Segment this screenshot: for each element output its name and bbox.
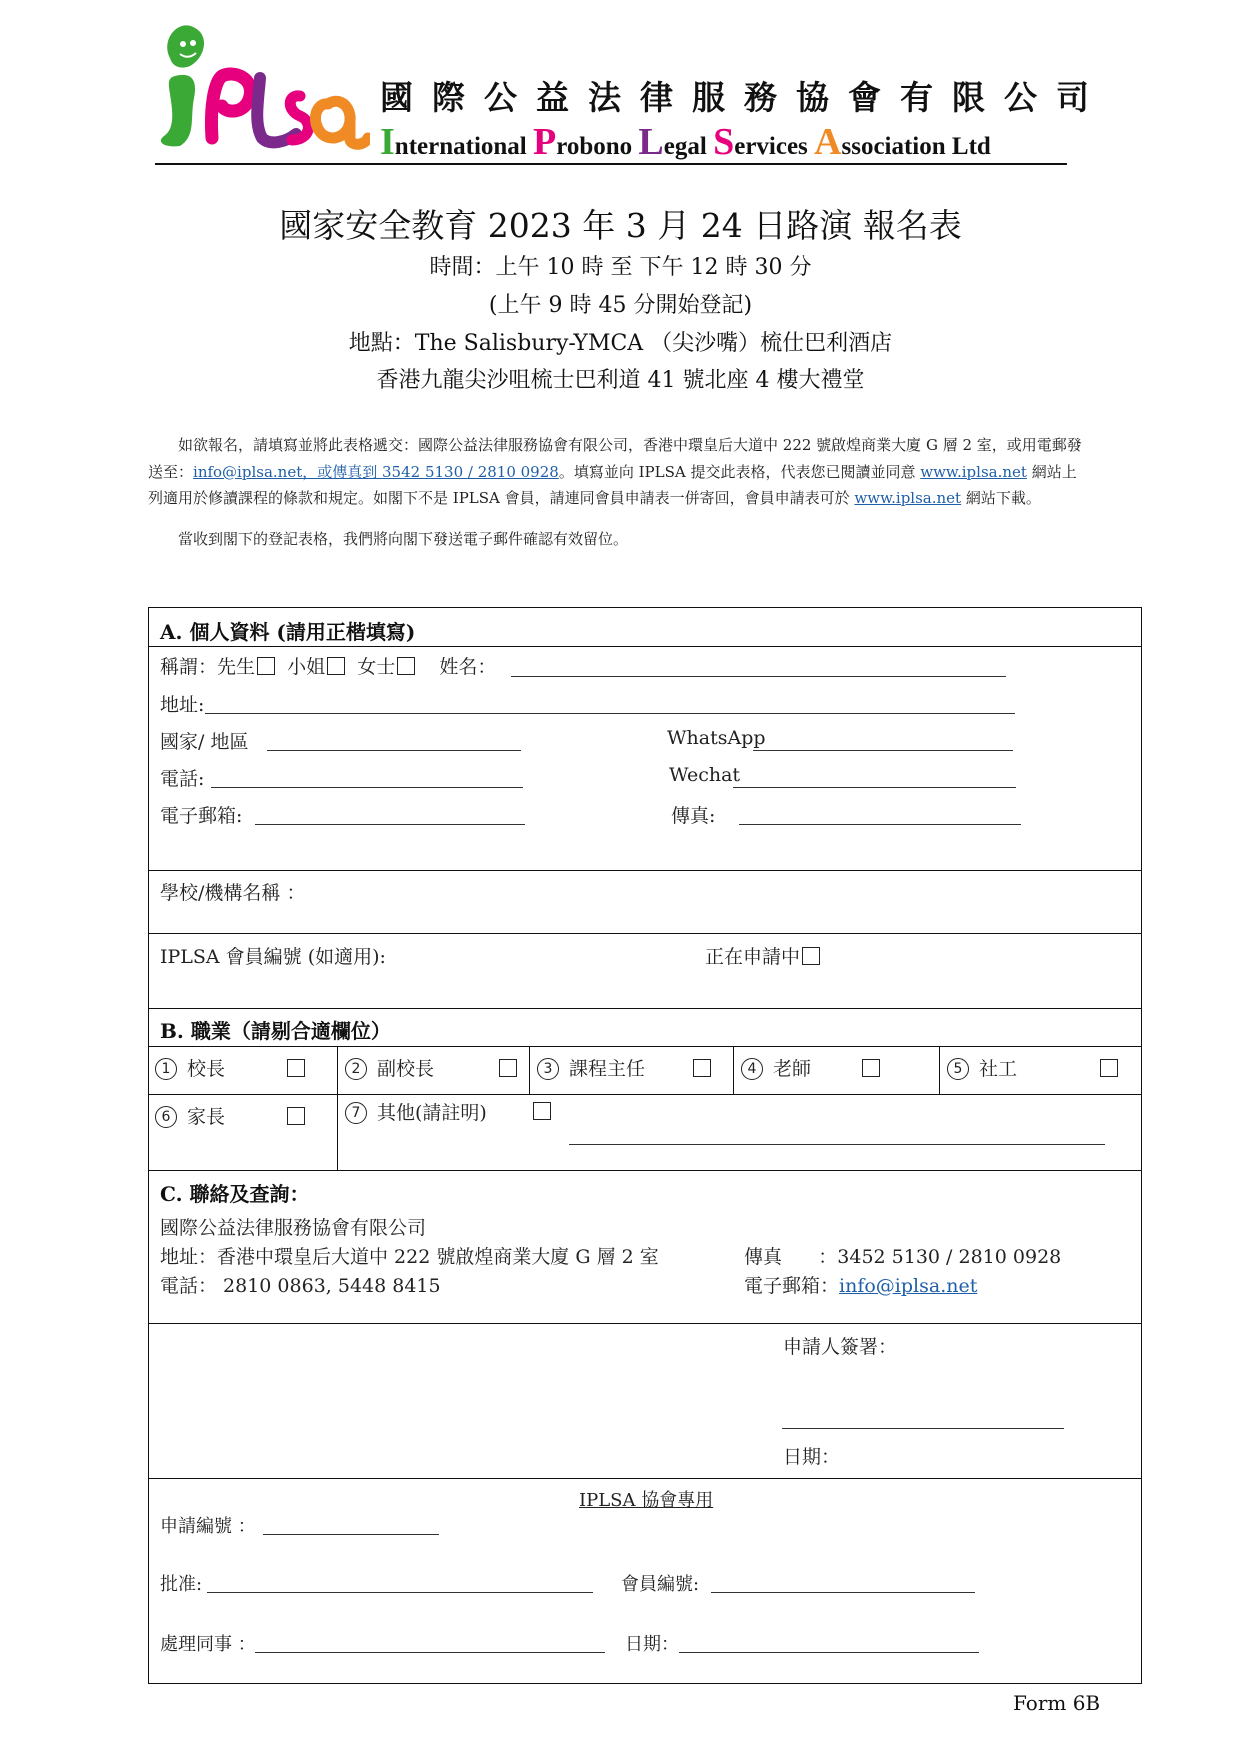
header-divider <box>155 163 1067 165</box>
logo-graphic <box>150 18 370 158</box>
event-title: 國家安全教育 2023 年 3 月 24 日路演 報名表 <box>279 206 962 245</box>
salutation-ms: 女士 <box>357 656 396 678</box>
option-label: 課程主任 <box>569 1058 646 1080</box>
org-name-capital: S <box>713 121 735 163</box>
office-date-label: 日期： <box>625 1634 679 1655</box>
member-no-label: IPLSA 會員編號 (如適用): <box>160 946 386 968</box>
contact-email-link[interactable]: info@iplsa.net <box>839 1275 978 1297</box>
occupation-parent <box>155 1102 225 1129</box>
org-name-word: ervices <box>734 133 815 160</box>
contact-email <box>744 1271 977 1298</box>
option-number: 2 <box>345 1058 367 1080</box>
salutation-mr: 先生 <box>217 656 256 678</box>
option-number: 7 <box>345 1102 367 1124</box>
option-number: 1 <box>155 1058 177 1080</box>
org-name-word: nternational <box>394 133 533 160</box>
contact-email-label: 電子郵箱： <box>744 1275 840 1297</box>
contact-phone: 電話： 2810 0863, 5448 8415 <box>160 1275 441 1297</box>
other-specify-field[interactable] <box>569 1144 1105 1145</box>
divider <box>337 1046 338 1170</box>
wechat-label: Wechat <box>669 764 741 786</box>
address-field[interactable] <box>205 713 1015 714</box>
org-name-word: robono <box>556 133 639 160</box>
iplsa-logo <box>150 18 370 158</box>
occupation-teacher <box>741 1054 811 1081</box>
approval-field[interactable] <box>207 1592 593 1593</box>
school-label: 學校/機構名稱 ： <box>160 882 306 904</box>
contact-address: 地址：香港中環皇后大道中 222 號啟煌商業大廈 G 層 2 室 <box>160 1246 659 1268</box>
member-no-office-field[interactable] <box>711 1592 975 1593</box>
signature-date-label: 日期： <box>783 1446 841 1468</box>
whatsapp-field[interactable] <box>753 750 1013 751</box>
other-checkbox[interactable] <box>533 1102 551 1120</box>
email-field[interactable] <box>255 824 525 825</box>
option-label: 其他(請註明) <box>377 1102 487 1124</box>
teacher-checkbox[interactable] <box>862 1059 880 1077</box>
whatsapp-label: WhatsApp <box>667 727 766 749</box>
mr-checkbox[interactable] <box>257 657 275 675</box>
option-number: 3 <box>537 1058 559 1080</box>
application-no-label: 申請編號 ： <box>160 1516 256 1537</box>
miss-checkbox[interactable] <box>327 657 345 675</box>
contact-fax-label: 傳真 <box>744 1246 783 1268</box>
intro-text-d: 網站下載。 <box>961 489 1041 507</box>
divider <box>149 646 1141 647</box>
salutation-label: 稱謂： <box>160 656 218 678</box>
applying-label: 正在申請中 <box>705 946 801 968</box>
signature-field[interactable] <box>782 1428 1064 1429</box>
contact-fax <box>744 1242 1061 1269</box>
ms-checkbox[interactable] <box>397 657 415 675</box>
option-number: 6 <box>155 1106 177 1128</box>
org-name-word: egal <box>663 133 714 160</box>
country-label: 國家/ 地區 <box>160 731 249 753</box>
name-field[interactable] <box>511 676 1006 677</box>
phone-field[interactable] <box>211 787 523 788</box>
occupation-vice-principal <box>345 1054 434 1081</box>
intro-text <box>148 432 1088 552</box>
approval-label: 批准: <box>160 1574 203 1595</box>
divider <box>149 1094 1141 1095</box>
divider <box>149 1170 1141 1171</box>
option-number: 4 <box>741 1058 763 1080</box>
contact-link[interactable]: info@iplsa.net，或傳真到 3542 5130 / 2810 0928 <box>193 462 559 481</box>
org-name-word: ssociation Ltd <box>841 133 991 160</box>
contact-fax-value: ：3452 5130 / 2810 0928 <box>818 1246 1062 1268</box>
section-b-heading: B. 職業（請剔合適欄位） <box>160 1019 391 1043</box>
divider <box>149 933 1141 934</box>
org-name-capital: A <box>814 121 842 163</box>
event-address: 香港九龍尖沙咀梳士巴利道 41 號北座 4 樓大禮堂 <box>376 368 865 393</box>
member-no-office-label: 會員編號: <box>621 1574 700 1595</box>
section-a-heading: A. 個人資料 (請用正楷填寫) <box>160 620 416 644</box>
org-name-zh: 國際公益法律服務協會有限公司 <box>380 78 1108 117</box>
org-name-en <box>380 120 991 164</box>
principal-checkbox[interactable] <box>287 1059 305 1077</box>
option-label: 副校長 <box>377 1058 435 1080</box>
vice-principal-checkbox[interactable] <box>499 1059 517 1077</box>
form-number: Form 6B <box>1013 1691 1101 1715</box>
handler-label: 處理同事 ： <box>160 1634 256 1655</box>
salutation-row <box>160 652 496 679</box>
occupation-other <box>345 1098 487 1125</box>
divider <box>149 1478 1141 1479</box>
org-name-capital: L <box>638 121 664 163</box>
intro-paragraph-2: 當收到閣下的登記表格，我們將向閣下發送電子郵件確認有效留位。 <box>178 529 629 548</box>
option-label: 家長 <box>187 1106 226 1128</box>
address-label: 地址: <box>160 694 205 716</box>
country-field[interactable] <box>267 750 521 751</box>
fax-label: 傳真: <box>671 805 716 827</box>
event-time: 時間：上午 10 時 至 下午 12 時 30 分 <box>429 255 812 280</box>
event-registration-time: (上午 9 時 45 分開始登記) <box>488 293 753 318</box>
section-c-heading: C. 聯絡及查詢： <box>160 1182 310 1206</box>
occupation-principal <box>155 1054 225 1081</box>
divider <box>733 1046 734 1094</box>
social-worker-checkbox[interactable] <box>1100 1059 1118 1077</box>
intro-paragraph-1 <box>148 432 1088 512</box>
fax-field[interactable] <box>739 824 1021 825</box>
contact-org: 國際公益法律服務協會有限公司 <box>160 1217 427 1239</box>
option-label: 社工 <box>979 1058 1018 1080</box>
signature-label: 申請人簽署： <box>783 1336 898 1358</box>
wechat-field[interactable] <box>733 787 1016 788</box>
org-name-capital: P <box>533 121 557 163</box>
curriculum-head-checkbox[interactable] <box>693 1059 711 1077</box>
divider <box>939 1046 940 1094</box>
name-label: 姓名： <box>439 656 497 678</box>
intro-text-a: 如欲報名，請填寫並將此表格遞交：國際公益法律服務協會有限公司，香港中環皇后大道中 222 號啟煌商業大廈 G 層 2 室，或用電郵發送至： <box>148 436 1082 481</box>
org-name-capital: I <box>380 121 395 163</box>
applying-row <box>705 942 820 969</box>
email-label: 電子郵箱: <box>160 805 243 827</box>
option-label: 老師 <box>773 1058 812 1080</box>
office-date-field[interactable] <box>679 1652 979 1653</box>
applying-checkbox[interactable] <box>802 947 820 965</box>
divider <box>529 1046 530 1094</box>
occupation-social-worker <box>947 1054 1017 1081</box>
phone-label: 電話: <box>160 768 205 790</box>
option-label: 校長 <box>187 1058 226 1080</box>
salutation-miss: 小姐 <box>287 656 326 678</box>
parent-checkbox[interactable] <box>287 1107 305 1125</box>
divider <box>149 1008 1141 1009</box>
divider <box>149 1323 1141 1324</box>
application-no-field[interactable] <box>263 1534 439 1535</box>
handler-field[interactable] <box>255 1652 605 1653</box>
option-number: 5 <box>947 1058 969 1080</box>
registration-form <box>148 607 1142 1684</box>
divider <box>149 1046 1141 1047</box>
intro-text-b: 。填寫並向 IPLSA 提交此表格，代表您已閱讀並同意 <box>558 462 921 481</box>
intro-text-c: 網站上列適用於修讀課程的條款和規定。如閣下不是 IPLSA 會員，請連同會員申請表一併寄回，會員申請表可於 <box>148 462 1077 507</box>
event-venue: 地點：The Salisbury-YMCA （尖沙嘴）梳仕巴利酒店 <box>348 331 893 356</box>
occupation-curriculum-head <box>537 1054 645 1081</box>
website-link-2[interactable]: www.iplsa.net <box>854 489 962 507</box>
office-use-heading: IPLSA 協會專用 <box>579 1490 714 1511</box>
divider <box>149 870 1141 871</box>
website-link[interactable]: www.iplsa.net <box>920 462 1027 481</box>
